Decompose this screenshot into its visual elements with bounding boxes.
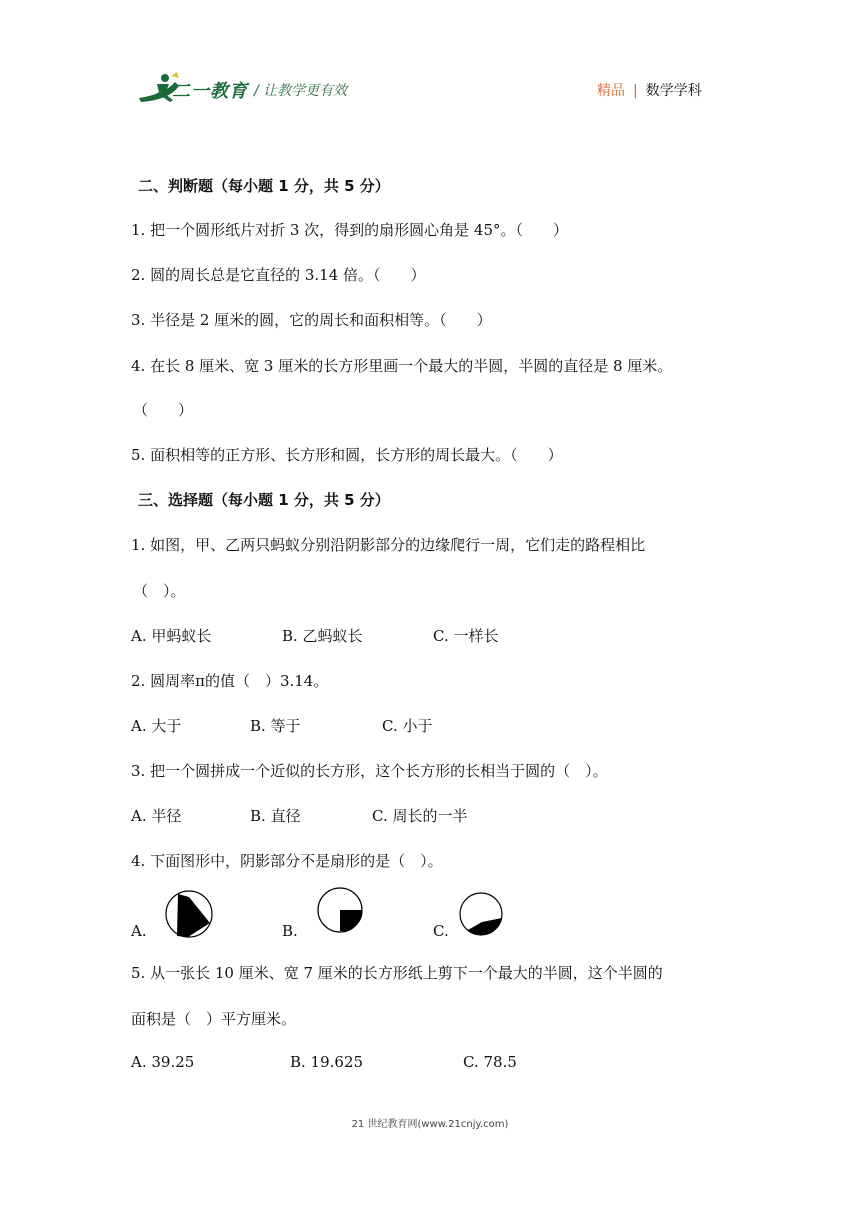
quality-label: 精品 <box>597 83 625 99</box>
header-right <box>597 80 702 100</box>
choice-q5-stem: 5. 从一张长 10 厘米、宽 7 厘米的长方形纸上剪下一个最大的半圆，这个半圆的 <box>131 964 663 982</box>
choice-q2-option-b: B. 等于 <box>250 717 301 735</box>
choice-q3-option-b: B. 直径 <box>250 807 301 825</box>
section-3-title: 三、选择题（每小题 1 分，共 5 分） <box>138 491 390 509</box>
choice-q4-option-a: A. <box>131 922 147 940</box>
choice-q4-stem: 4. 下面图形中，阴影部分不是扇形的是（ ）。 <box>131 852 443 870</box>
circle-figure-b-icon <box>316 886 366 936</box>
choice-q1-option-b: B. 乙蚂蚁长 <box>282 627 363 645</box>
judge-item-4-blank: （ ） <box>133 401 194 419</box>
slogan: / 让教学更有效 <box>254 83 348 99</box>
circle-figure-a-icon <box>164 889 214 939</box>
judge-item-1: 1. 把一个圆形纸片对折 3 次，得到的扇形圆心角是 45°。（ ） <box>131 221 569 239</box>
subject-label: 数学学科 <box>645 83 702 99</box>
choice-q4-option-b: B. <box>282 922 298 940</box>
choice-q5-option-c: C. 78.5 <box>463 1053 517 1071</box>
section-2-title: 二、判断题（每小题 1 分，共 5 分） <box>138 177 390 195</box>
judge-item-3: 3. 半径是 2 厘米的圆，它的周长和面积相等。（ ） <box>131 311 492 329</box>
choice-q3-option-a: A. 半径 <box>131 807 182 825</box>
brand-name: 二一教育 <box>172 81 248 102</box>
choice-q1-option-a: A. 甲蚂蚁长 <box>131 627 212 645</box>
choice-q1-stem: 1. 如图，甲、乙两只蚂蚁分别沿阴影部分的边缘爬行一周，它们走的路程相比 <box>131 536 646 554</box>
choice-q1-option-c: C. 一样长 <box>433 627 499 645</box>
choice-q5-option-b: B. 19.625 <box>290 1053 364 1071</box>
judge-item-2: 2. 圆的周长总是它直径的 3.14 倍。（ ） <box>131 266 426 284</box>
choice-q3-option-c: C. 周长的一半 <box>372 807 468 825</box>
choice-q5-stem-2: 面积是（ ）平方厘米。 <box>131 1010 297 1028</box>
circle-figure-c-icon <box>458 891 504 937</box>
choice-q2-option-a: A. 大于 <box>131 717 182 735</box>
choice-q1-stem-2: （ ）。 <box>133 582 186 600</box>
choice-q2-option-c: C. 小于 <box>382 717 433 735</box>
choice-q4-option-c: C. <box>433 922 449 940</box>
page-footer: 21 世纪教育网(www.21cnjy.com) <box>351 1119 509 1130</box>
choice-q3-stem: 3. 把一个圆拼成一个近似的长方形，这个长方形的长相当于圆的（ ）。 <box>131 762 608 780</box>
judge-item-4: 4. 在长 8 厘米、宽 3 厘米的长方形里画一个最大的半圆，半圆的直径是 8 厘米。 <box>131 357 673 375</box>
header-separator: | <box>633 83 638 99</box>
choice-q2-stem: 2. 圆周率π的值（ ）3.14。 <box>131 672 329 690</box>
choice-q5-option-a: A. 39.25 <box>131 1053 195 1071</box>
judge-item-5: 5. 面积相等的正方形、长方形和圆，长方形的周长最大。（ ） <box>131 446 563 464</box>
